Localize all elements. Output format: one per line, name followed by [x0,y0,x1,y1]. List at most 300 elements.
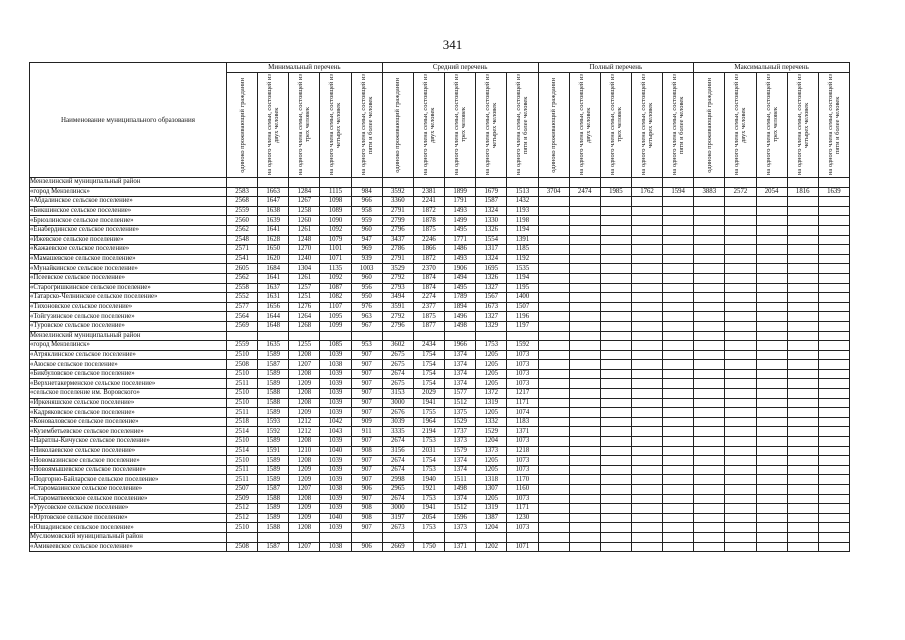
empty-cell [694,312,725,322]
empty-cell [663,427,694,437]
empty-cell [818,542,849,552]
header-subcolumn-label: на одного члена семьи, состоящей из двух человек [421,74,436,176]
value-cell: 1209 [289,465,320,475]
header-name-column: Наименование муниципального образования [30,63,227,178]
value-cell: 3039 [382,417,413,427]
empty-cell [600,446,631,456]
empty-cell [818,264,849,274]
empty-cell [818,532,849,542]
value-cell: 1966 [445,341,476,351]
value-cell: 1753 [413,437,444,447]
empty-cell [538,245,569,255]
value-cell: 1073 [507,494,538,504]
header-subcolumn [787,73,818,178]
municipality-name: «Иркеняшское сельское поселение» [30,398,227,408]
empty-cell [600,216,631,226]
empty-cell [694,264,725,274]
value-cell: 1332 [476,417,507,427]
empty-cell [818,369,849,379]
value-cell: 1592 [258,427,289,437]
empty-cell [756,235,787,245]
empty-cell [600,331,631,341]
value-cell: 1495 [445,225,476,235]
empty-cell [725,427,756,437]
value-cell: 1042 [320,417,351,427]
empty-cell [725,312,756,322]
value-cell: 1205 [476,369,507,379]
value-cell: 907 [351,369,382,379]
empty-cell [569,456,600,466]
value-cell: 1039 [320,369,351,379]
empty-cell [787,312,818,322]
empty-cell [538,379,569,389]
value-cell: 1205 [476,360,507,370]
value-cell: 1589 [258,504,289,514]
table-row [30,494,850,504]
empty-cell [382,178,413,188]
empty-cell [663,206,694,216]
empty-cell [600,225,631,235]
empty-cell [631,283,662,293]
section-row [30,331,850,341]
value-cell: 2377 [413,302,444,312]
empty-cell [258,331,289,341]
value-cell: 1374 [445,456,476,466]
value-cell: 908 [351,504,382,514]
empty-cell [663,350,694,360]
table-row [30,283,850,293]
empty-cell [631,456,662,466]
table-row [30,542,850,552]
municipality-name: «Юртовское сельское поселение» [30,513,227,523]
empty-cell [756,437,787,447]
value-cell: 1261 [289,273,320,283]
empty-cell [631,360,662,370]
value-cell: 2510 [227,523,258,533]
value-cell: 960 [351,225,382,235]
empty-cell [538,350,569,360]
empty-cell [725,360,756,370]
municipality-name: «Мунайкинское сельское поселение» [30,264,227,274]
empty-cell [538,235,569,245]
value-cell: 1073 [507,456,538,466]
empty-cell [569,513,600,523]
empty-cell [787,360,818,370]
empty-cell [569,331,600,341]
empty-cell [818,225,849,235]
header-subcolumn [694,73,725,178]
value-cell: 1101 [320,245,351,255]
value-cell: 2675 [382,350,413,360]
value-cell: 1230 [507,513,538,523]
value-cell: 1941 [413,504,444,514]
value-cell: 2514 [227,446,258,456]
empty-cell [818,254,849,264]
value-cell: 907 [351,475,382,485]
empty-cell [631,341,662,351]
value-cell: 2510 [227,398,258,408]
table-row [30,369,850,379]
empty-cell [694,302,725,312]
value-cell: 959 [351,216,382,226]
empty-cell [569,216,600,226]
value-cell: 1183 [507,417,538,427]
empty-cell [631,532,662,542]
empty-cell [818,178,849,188]
value-cell: 3529 [382,264,413,274]
empty-cell [694,475,725,485]
municipality-name: «город Мензелинск» [30,187,227,197]
empty-cell [258,178,289,188]
value-cell: 1588 [258,523,289,533]
value-cell: 1267 [289,197,320,207]
value-cell: 1656 [258,302,289,312]
value-cell: 1635 [258,341,289,351]
empty-cell [663,178,694,188]
empty-cell [538,398,569,408]
empty-cell [600,379,631,389]
value-cell: 1073 [507,379,538,389]
value-cell: 907 [351,398,382,408]
empty-cell [538,542,569,552]
empty-cell [663,475,694,485]
value-cell: 1494 [445,273,476,283]
value-cell: 1194 [507,273,538,283]
value-cell: 2274 [413,293,444,303]
value-cell: 1208 [289,350,320,360]
table-row [30,523,850,533]
empty-cell [600,321,631,331]
municipality-name: «Юшадинское сельское поселение» [30,523,227,533]
header-subcolumn [445,73,476,178]
value-cell: 1391 [507,235,538,245]
empty-cell [694,283,725,293]
table-row [30,475,850,485]
value-cell: 1400 [507,293,538,303]
value-cell: 2514 [227,427,258,437]
value-cell: 1493 [445,254,476,264]
empty-cell [818,331,849,341]
empty-cell [694,206,725,216]
empty-cell [569,389,600,399]
empty-cell [756,369,787,379]
empty-cell [600,360,631,370]
value-cell: 3591 [382,302,413,312]
value-cell: 1039 [320,456,351,466]
header-subcolumn [725,73,756,178]
value-cell: 1373 [445,523,476,533]
value-cell: 1637 [258,283,289,293]
value-cell: 2511 [227,379,258,389]
table-row [30,360,850,370]
value-cell: 1039 [320,465,351,475]
header-subcolumn-label: на одного члена семьи, состоящей из пяти и более человек [826,74,841,176]
value-cell: 1894 [445,302,476,312]
value-cell: 1217 [507,389,538,399]
value-cell: 1284 [289,187,320,197]
value-cell: 1082 [320,293,351,303]
empty-cell [538,197,569,207]
table-row [30,513,850,523]
empty-cell [631,427,662,437]
value-cell: 2194 [413,427,444,437]
empty-cell [476,532,507,542]
empty-cell [382,331,413,341]
empty-cell [756,350,787,360]
header-subcolumn-label: на одного члена семьи, состоящей из пяти и более человек [515,74,530,176]
table-row [30,293,850,303]
value-cell: 1512 [445,504,476,514]
value-cell: 1589 [258,456,289,466]
empty-cell [663,254,694,264]
value-cell: 1874 [413,283,444,293]
empty-cell [756,408,787,418]
empty-cell [725,178,756,188]
municipality-name: «Тойгузинское сельское поселение» [30,312,227,322]
header-subcolumn-label: одиноко проживающий гражданин [394,77,402,173]
empty-cell [818,379,849,389]
empty-cell [818,312,849,322]
empty-cell [818,465,849,475]
value-cell: 1679 [476,187,507,197]
header-subcolumn-label: на одного члена семьи, состоящей из четырех человек [484,74,499,176]
value-cell: 1194 [507,225,538,235]
empty-cell [756,216,787,226]
empty-cell [787,379,818,389]
value-cell: 1872 [413,206,444,216]
header-group: Полный перечень [538,63,694,73]
header-subcolumn-label: на одного члена семьи, состоящей из двух человек [733,74,748,176]
empty-cell [694,389,725,399]
municipality-name: «Татарско-Челнинское сельское поселение» [30,293,227,303]
municipality-name: «Старомазинское сельское поселение» [30,485,227,495]
empty-cell [663,293,694,303]
empty-cell [569,283,600,293]
value-cell: 1092 [320,225,351,235]
value-cell: 2675 [382,360,413,370]
empty-cell [538,532,569,542]
value-cell: 2792 [382,273,413,283]
header-subcolumn-label: одиноко проживающий гражданин [238,77,246,173]
value-cell: 1964 [413,417,444,427]
value-cell: 1039 [320,350,351,360]
empty-cell [725,302,756,312]
empty-cell [756,293,787,303]
value-cell: 2569 [227,321,258,331]
header-subcolumn-label: на одного члена семьи, состоящей из двух человек [266,74,281,176]
empty-cell [600,341,631,351]
value-cell: 967 [351,321,382,331]
value-cell: 3704 [538,187,569,197]
value-cell: 1940 [413,475,444,485]
value-cell: 1204 [476,437,507,447]
empty-cell [725,408,756,418]
empty-cell [600,312,631,322]
empty-cell [787,532,818,542]
value-cell: 2793 [382,283,413,293]
value-cell: 3000 [382,398,413,408]
value-cell: 1638 [258,206,289,216]
value-cell: 1270 [289,245,320,255]
empty-cell [569,225,600,235]
empty-cell [600,523,631,533]
empty-cell [787,494,818,504]
value-cell: 1209 [289,379,320,389]
empty-cell [631,264,662,274]
empty-cell [631,235,662,245]
empty-cell [818,446,849,456]
value-cell: 1372 [476,389,507,399]
empty-cell [694,456,725,466]
table-row [30,456,850,466]
empty-cell [600,254,631,264]
empty-cell [756,283,787,293]
value-cell: 1209 [289,504,320,514]
value-cell: 1170 [507,475,538,485]
value-cell: 1327 [476,312,507,322]
empty-cell [787,513,818,523]
empty-cell [569,235,600,245]
value-cell: 2241 [413,197,444,207]
empty-cell [725,321,756,331]
empty-cell [818,197,849,207]
value-cell: 1628 [258,235,289,245]
value-cell: 966 [351,197,382,207]
table-row [30,389,850,399]
empty-cell [787,293,818,303]
empty-cell [600,475,631,485]
empty-cell [756,341,787,351]
empty-cell [663,408,694,418]
value-cell: 1374 [445,360,476,370]
empty-cell [663,302,694,312]
value-cell: 1043 [320,427,351,437]
empty-cell [631,331,662,341]
value-cell: 2572 [725,187,756,197]
municipality-name: «Подгорно-Байларское сельское поселение» [30,475,227,485]
empty-cell [600,178,631,188]
section-title: Муслюмовский муниципальный район [30,532,227,542]
value-cell: 1579 [445,446,476,456]
municipality-name: «Атряклинское сельское поселение» [30,350,227,360]
value-cell: 1039 [320,475,351,485]
empty-cell [694,293,725,303]
value-cell: 1208 [289,494,320,504]
empty-cell [818,245,849,255]
empty-cell [787,273,818,283]
value-cell: 907 [351,465,382,475]
empty-cell [538,321,569,331]
empty-cell [818,456,849,466]
empty-cell [600,389,631,399]
empty-cell [725,216,756,226]
empty-cell [569,360,600,370]
value-cell: 1639 [818,187,849,197]
empty-cell [569,369,600,379]
value-cell: 1210 [289,446,320,456]
empty-cell [569,417,600,427]
empty-cell [631,245,662,255]
header-subcolumn [227,73,258,178]
empty-cell [818,475,849,485]
empty-cell [600,293,631,303]
value-cell: 2054 [413,513,444,523]
value-cell: 1039 [320,494,351,504]
empty-cell [725,542,756,552]
table-row [30,187,850,197]
value-cell: 1038 [320,485,351,495]
empty-cell [600,264,631,274]
empty-cell [382,532,413,542]
value-cell: 1092 [320,273,351,283]
value-cell: 1513 [507,187,538,197]
empty-cell [569,532,600,542]
municipality-name: «Староматвеевское сельское поселение» [30,494,227,504]
empty-cell [756,321,787,331]
table-row [30,235,850,245]
value-cell: 1554 [476,235,507,245]
value-cell: 907 [351,494,382,504]
empty-cell [787,504,818,514]
empty-cell [663,225,694,235]
value-cell: 1171 [507,504,538,514]
value-cell: 1373 [445,437,476,447]
value-cell: 953 [351,341,382,351]
empty-cell [725,369,756,379]
empty-cell [538,427,569,437]
value-cell: 1171 [507,398,538,408]
value-cell: 1877 [413,321,444,331]
value-cell: 2512 [227,513,258,523]
value-cell: 2675 [382,379,413,389]
empty-cell [694,254,725,264]
value-cell: 1326 [476,273,507,283]
value-cell: 1192 [507,254,538,264]
value-cell: 1160 [507,485,538,495]
value-cell: 1507 [507,302,538,312]
empty-cell [787,178,818,188]
empty-cell [756,264,787,274]
municipality-name: «Ижевское сельское поселение» [30,235,227,245]
empty-cell [756,523,787,533]
empty-cell [631,206,662,216]
value-cell: 1208 [289,398,320,408]
empty-cell [569,302,600,312]
table-row [30,197,850,207]
value-cell: 2674 [382,494,413,504]
empty-cell [631,504,662,514]
empty-cell [569,465,600,475]
empty-cell [227,532,258,542]
empty-cell [818,437,849,447]
empty-cell [569,321,600,331]
empty-cell [725,532,756,542]
empty-cell [538,389,569,399]
empty-cell [569,523,600,533]
value-cell: 1255 [289,341,320,351]
value-cell: 2558 [227,283,258,293]
value-cell: 2054 [756,187,787,197]
value-cell: 908 [351,513,382,523]
value-cell: 1202 [476,542,507,552]
empty-cell [569,475,600,485]
empty-cell [818,206,849,216]
empty-cell [538,475,569,485]
empty-cell [756,542,787,552]
header-subcolumn [756,73,787,178]
tariff-table [29,62,850,552]
empty-cell [756,379,787,389]
